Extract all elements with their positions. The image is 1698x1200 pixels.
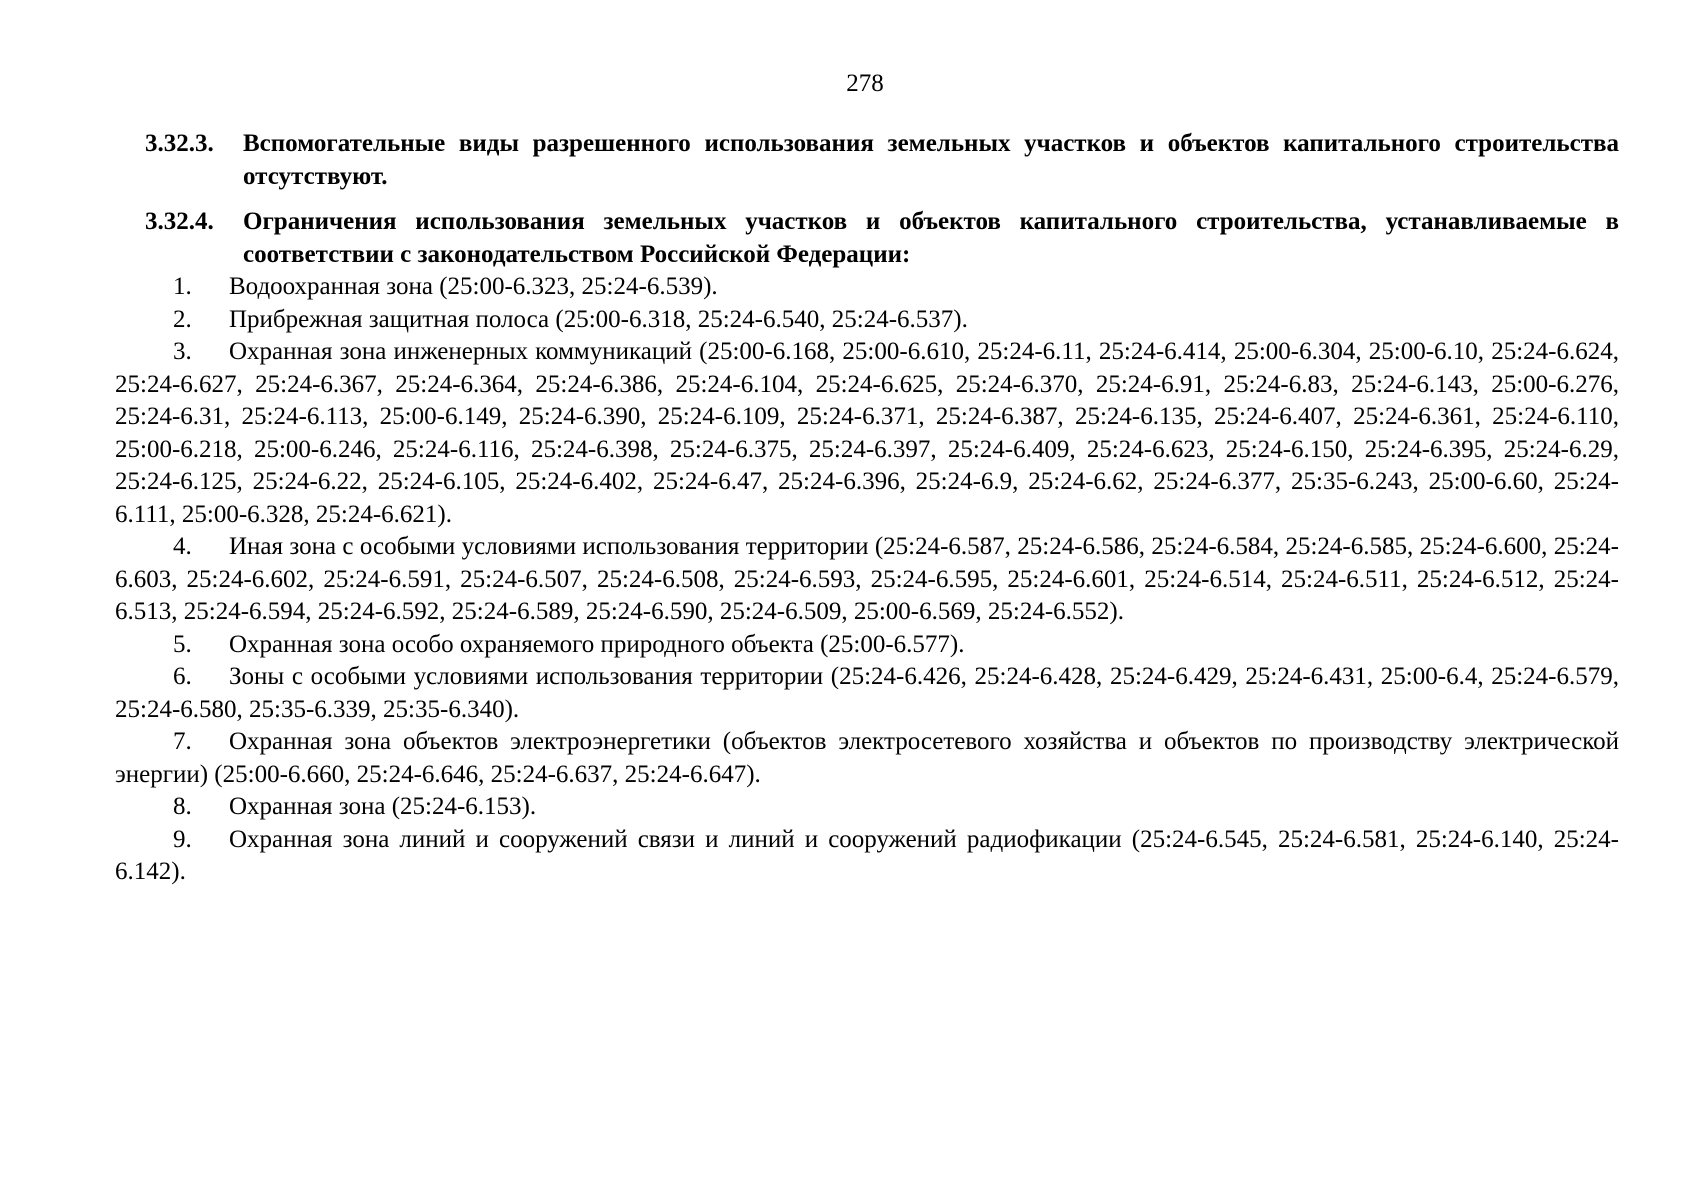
list-item-number: 1. [173,273,192,300]
list-item-number: 4. [173,533,192,560]
list-item-text: Охранная зона инженерных коммуникаций (25:00-6.168, 25:00-6.610, 25:24-6.11, 25:24-6.414, 25:00-6.304, 25:00-6.10, 25:24-6.624, 25:24-6.627, 25:24-6.367, 25:24-6.364, 25:24-6.386, 25:24-6.104, 25:24-6.625, 25:24-6.370, 25:24-6.91, 25:24-6.83, 25:24-6.143, 25:00-6.276, 25:24-6.31, 25:24-6.113, 25:00-6.149, 25:24-6.390, 25:24-6.109, 25:24-6.371, 25:24-6.387, 25:24-6.135, 25:24-6.407, 25:24-6.361, 25:24-6.110, 25:00-6.218, 25:00-6.246, 25:24-6.116, 25:24-6.398, 25:24-6.375, 25:24-6.397, 25:24-6.409, 25:24-6.623, 25:24-6.150, 25:24-6.395, 25:24-6.29, 25:24-6.125, 25:24-6.22, 25:24-6.105, 25:24-6.402, 25:24-6.47, 25:24-6.396, 25:24-6.9, 25:24-6.62, 25:24-6.377, 25:35-6.243, 25:00-6.60, 25:24-6.111, 25:00-6.328, 25:24-6.621). [115,338,1619,528]
list-item [115,531,1619,629]
list-item [115,271,1619,304]
list-item [115,661,1619,726]
list-item [115,336,1619,531]
list-item-text: Охранная зона объектов электроэнергетики (объектов электросетевого хозяйства и объектов по производству электрической энергии) (25:00-6.660, 25:24-6.646, 25:24-6.637, 25:24-6.647). [115,728,1619,788]
list-item [115,304,1619,337]
list-item-number: 6. [173,663,192,690]
list-item-number: 5. [173,630,192,658]
section-3-32-3 [115,128,1619,193]
section-heading: Ограничения использования земельных участков и объектов капитального строительства, устанавливаемые в соответствии с законодательством Российской Федерации: [243,208,1619,268]
section-heading: Вспомогательные виды разрешенного использования земельных участков и объектов капитального строительства отсутствуют. [243,130,1619,190]
section-3-32-4 [115,206,1619,271]
page-number: 278 [846,70,884,97]
list-item [115,824,1619,889]
list-item-text: Водоохранная зона (25:00-6.323, 25:24-6.539). [229,273,718,300]
list-item-text: Охранная зона особо охраняемого природного объекта (25:00-6.577). [229,630,965,658]
list-item [115,791,1619,824]
list-item-number: 3. [173,338,192,365]
document-body [115,128,1619,889]
list-item-text: Прибрежная защитная полоса (25:00-6.318, 25:24-6.540, 25:24-6.537). [229,305,968,333]
list-item-number: 7. [173,728,192,755]
list-item-text: Зоны с особыми условиями использования территории (25:24-6.426, 25:24-6.428, 25:24-6.429, 25:24-6.431, 25:00-6.4, 25:24-6.579, 25:24-6.580, 25:35-6.339, 25:35-6.340). [115,663,1619,723]
list-item-text: Охранная зона (25:24-6.153). [229,793,537,820]
list-item-text: Охранная зона линий и сооружений связи и линий и сооружений радиофикации (25:24-6.545, 25:24-6.581, 25:24-6.140, 25:24-6.142). [115,825,1619,885]
list-item-text: Иная зона с особыми условиями использования территории (25:24-6.587, 25:24-6.586, 25:24-6.584, 25:24-6.585, 25:24-6.600, 25:24-6.603, 25:24-6.602, 25:24-6.591, 25:24-6.507, 25:24-6.508, 25:24-6.593, 25:24-6.595, 25:24-6.601, 25:24-6.514, 25:24-6.511, 25:24-6.512, 25:24-6.513, 25:24-6.594, 25:24-6.592, 25:24-6.589, 25:24-6.590, 25:24-6.509, 25:00-6.569, 25:24-6.552). [115,533,1619,625]
list-item [115,629,1619,662]
list-item-number: 9. [173,825,192,853]
list-item-number: 8. [173,793,192,820]
section-number: 3.32.3. [145,130,214,157]
list-item-number: 2. [173,305,192,333]
list-item [115,726,1619,791]
section-number: 3.32.4. [145,208,214,235]
